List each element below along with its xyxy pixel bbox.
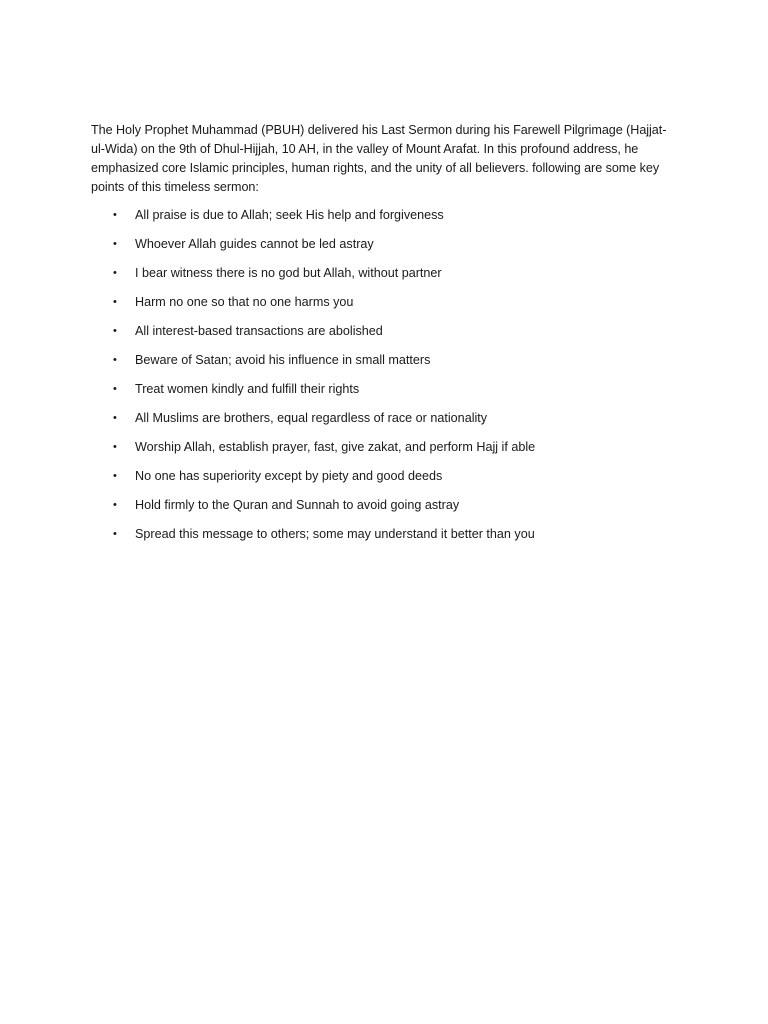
list-item [91, 409, 673, 438]
bullet-icon: • [113, 441, 117, 453]
list-item-text: Treat women kindly and fulfill their rights [135, 382, 360, 396]
list-item [91, 467, 673, 496]
list-item [91, 380, 673, 409]
bullet-icon: • [113, 412, 117, 424]
list-item [91, 206, 673, 235]
bullet-icon: • [113, 499, 117, 511]
bullet-icon: • [113, 238, 117, 250]
list-item-text: Whoever Allah guides cannot be led astray [135, 237, 374, 251]
bullet-icon: • [113, 383, 117, 395]
list-item [91, 351, 673, 380]
list-item-text: Hold firmly to the Quran and Sunnah to avoid going astray [135, 498, 460, 512]
list-item-text: Worship Allah, establish prayer, fast, give zakat, and perform Hajj if able [135, 440, 536, 454]
list-item-text: No one has superiority except by piety and good deeds [135, 469, 443, 483]
bullet-icon: • [113, 325, 117, 337]
bullet-icon: • [113, 209, 117, 221]
list-item [91, 525, 673, 554]
list-item [91, 235, 673, 264]
bullet-icon: • [113, 354, 117, 366]
list-item-text: Spread this message to others; some may understand it better than you [135, 527, 535, 541]
list-item-text: All interest-based transactions are abolished [135, 324, 383, 338]
list-item [91, 438, 673, 467]
list-item-text: Harm no one so that no one harms you [135, 295, 354, 309]
bullet-icon: • [113, 296, 117, 308]
bullet-icon: • [113, 267, 117, 279]
bullet-icon: • [113, 528, 117, 540]
list-item [91, 322, 673, 351]
list-item [91, 293, 673, 322]
list-item-text: I bear witness there is no god but Allah, without partner [135, 266, 442, 280]
list-item-text: All praise is due to Allah; seek His help and forgiveness [135, 208, 444, 222]
document-body [91, 121, 673, 554]
key-points-list [91, 206, 673, 554]
list-item-text: Beware of Satan; avoid his influence in small matters [135, 353, 431, 367]
intro-paragraph: The Holy Prophet Muhammad (PBUH) delivered his Last Sermon during his Farewell Pilgrimage (Hajjat-ul-Wida) on the 9th of Dhul-Hijjah, 10 AH, in the valley of Mount Arafat. In this profound address, he emphasized core Islamic principles, human rights, and the unity of all believers. following are some key points of this timeless sermon: [91, 123, 667, 194]
bullet-icon: • [113, 470, 117, 482]
list-item [91, 496, 673, 525]
list-item-text: All Muslims are brothers, equal regardless of race or nationality [135, 411, 488, 425]
list-item [91, 264, 673, 293]
